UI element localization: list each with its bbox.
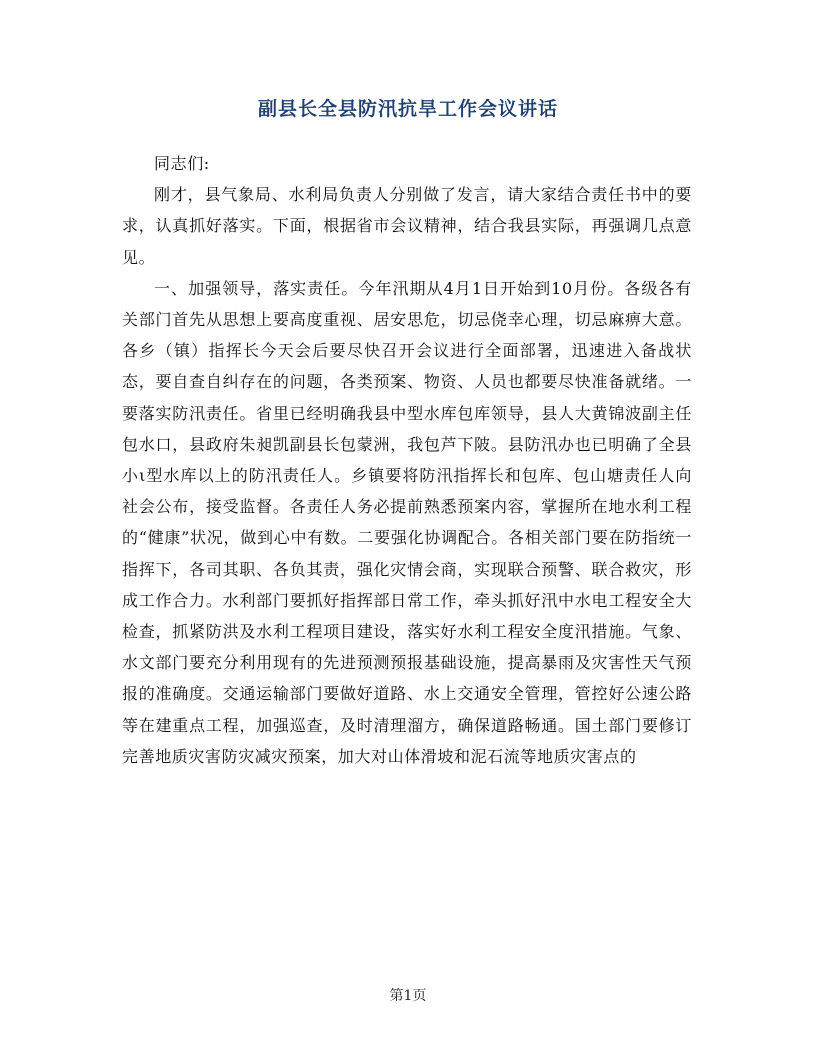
salutation-paragraph: 同志们: bbox=[154, 154, 210, 173]
document-title: 副县长全县防汛抗旱工作会议讲话 bbox=[257, 98, 558, 120]
intro-paragraph: 刚才，县气象局、水利局负责人分别做了发言，请大家结合责任书中的要求，认真抓好落实。下面，根据省市会议精神，结合我县实际，再强调几点意见。 bbox=[122, 185, 692, 267]
section-one-paragraph: 一、加强领导，落实责任。今年汛期从4月1日开始到10月份。各级各有关部门首先从思想上要高度重视、居安思危，切忌侥幸心理，切忌麻痹大意。各乡（镇）指挥长今天会后要尽快召开会议进行全面部署，迅速进入备战状态，要自查自纠存在的问题，各类预案、物资、人员也都要尽快准备就绪。一要落实防汛责任。省里已经明确我县中型水库包库领导，县人大黄锦波副主任包水口，县政府朱昶凯副县长包蒙洲，我包芦下陂。县防汛办也已明确了全县小ι型水库以上的防汛责任人。乡镇要将防汛指挥长和包库、包山塘责任人向社会公布，接受监督。各责任人务必提前熟悉预案内容，掌握所在地水利工程的“健康”状况，做到心中有数。二要强化协调配合。各相关部门要在防指统一指挥下，各司其职、各负其责，强化灾情会商，实现联合预警、联合救灾，形成工作合力。水利部门要抓好指挥部日常工作，牵头抓好汛中水电工程安全大检查，抓紧防洪及水利工程项目建设，落实好水利工程安全度汛措施。气象、水文部门要充分利用现有的先进预测预报基础设施，提高暴雨及灾害性天气预报的准确度。交通运输部门要做好道路、水上交通安全管理，管控好公速公路等在建重点工程，加强巡查，及时清理溜方，确保道路畅通。国土部门要修订完善地质灾害防灾减灾预案，加大对山体滑坡和泥石流等地质灾害点的 bbox=[122, 278, 692, 766]
document-body bbox=[122, 148, 692, 772]
page-number: 第1页 bbox=[389, 988, 427, 1004]
